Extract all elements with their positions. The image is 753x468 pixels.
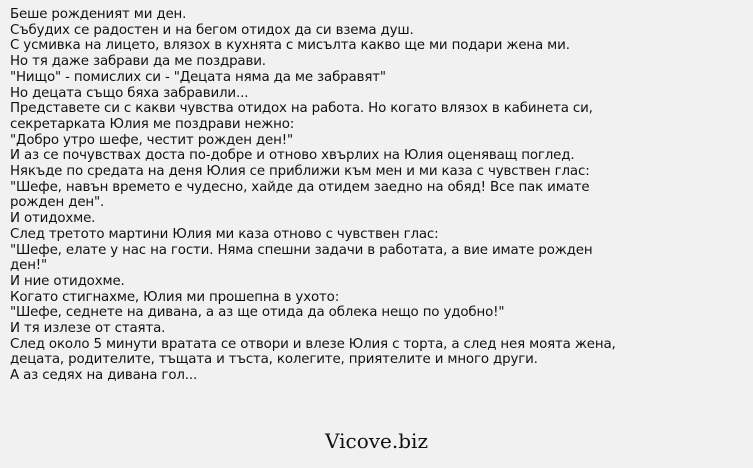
joke-line: "Нищо" - помислих си - "Децата няма да ме забравят"	[10, 69, 386, 85]
site-watermark	[0, 429, 753, 453]
joke-line: След третото мартини Юлия ми каза отново с чувствен глас:	[10, 226, 439, 242]
joke-line: И аз се почувствах доста по-добре и отново хвърлих на Юлия оценяващ поглед.	[10, 148, 575, 164]
joke-line: Но децата също бяха забравили...	[10, 85, 249, 101]
joke-line: И ние отидохме.	[10, 273, 125, 289]
joke-line: Беше рожденият ми ден.	[10, 7, 187, 22]
joke-line: Представете си с какви чувства отидох на работа. Но когато влязох в кабинета си,	[10, 101, 593, 117]
joke-text	[10, 7, 748, 384]
joke-line: "Шефе, навън времето е чудесно, хайде да отидем заедно на обяд! Все пак имате	[10, 179, 590, 195]
joke-line: След около 5 минути вратата се отвори и влезе Юлия с торта, а след нея моята жена,	[10, 336, 616, 352]
joke-line: секретарката Юлия ме поздрави нежно:	[10, 116, 295, 132]
joke-line: ден!"	[10, 258, 48, 274]
joke-line: рожден ден".	[10, 195, 105, 211]
joke-line: Когато стигнахме, Юлия ми прошепна в ухото:	[10, 289, 340, 305]
joke-line: "Добро утро шефе, честит рожден ден!"	[10, 132, 293, 148]
site-name-label: Vicove.biz	[325, 429, 428, 453]
joke-line: "Шефе, седнете на дивана, а аз ще отида да облека нещо по удобно!"	[10, 305, 505, 321]
joke-line: И тя излезе от стаята.	[10, 321, 166, 337]
joke-line: Събудих се радостен и на бегом отидох да си взема душ.	[10, 22, 414, 38]
joke-line: И отидохме.	[10, 211, 96, 227]
joke-line: децата, родителите, тъщата и тъста, колегите, приятелите и много други.	[10, 352, 538, 368]
joke-line: С усмивка на лицето, влязох в кухнята с мисълта какво ще ми подари жена ми.	[10, 38, 570, 54]
joke-line: Но тя даже забрави да ме поздрави.	[10, 54, 266, 70]
joke-line: А аз седях на дивана гол...	[10, 368, 198, 384]
joke-line: Някъде по средата на деня Юлия се приближи към мен и ми каза с чувствен глас:	[10, 164, 590, 180]
joke-line: "Шефе, елате у нас на гости. Няма спешни задачи в работата, а вие имате рожден	[10, 242, 593, 258]
